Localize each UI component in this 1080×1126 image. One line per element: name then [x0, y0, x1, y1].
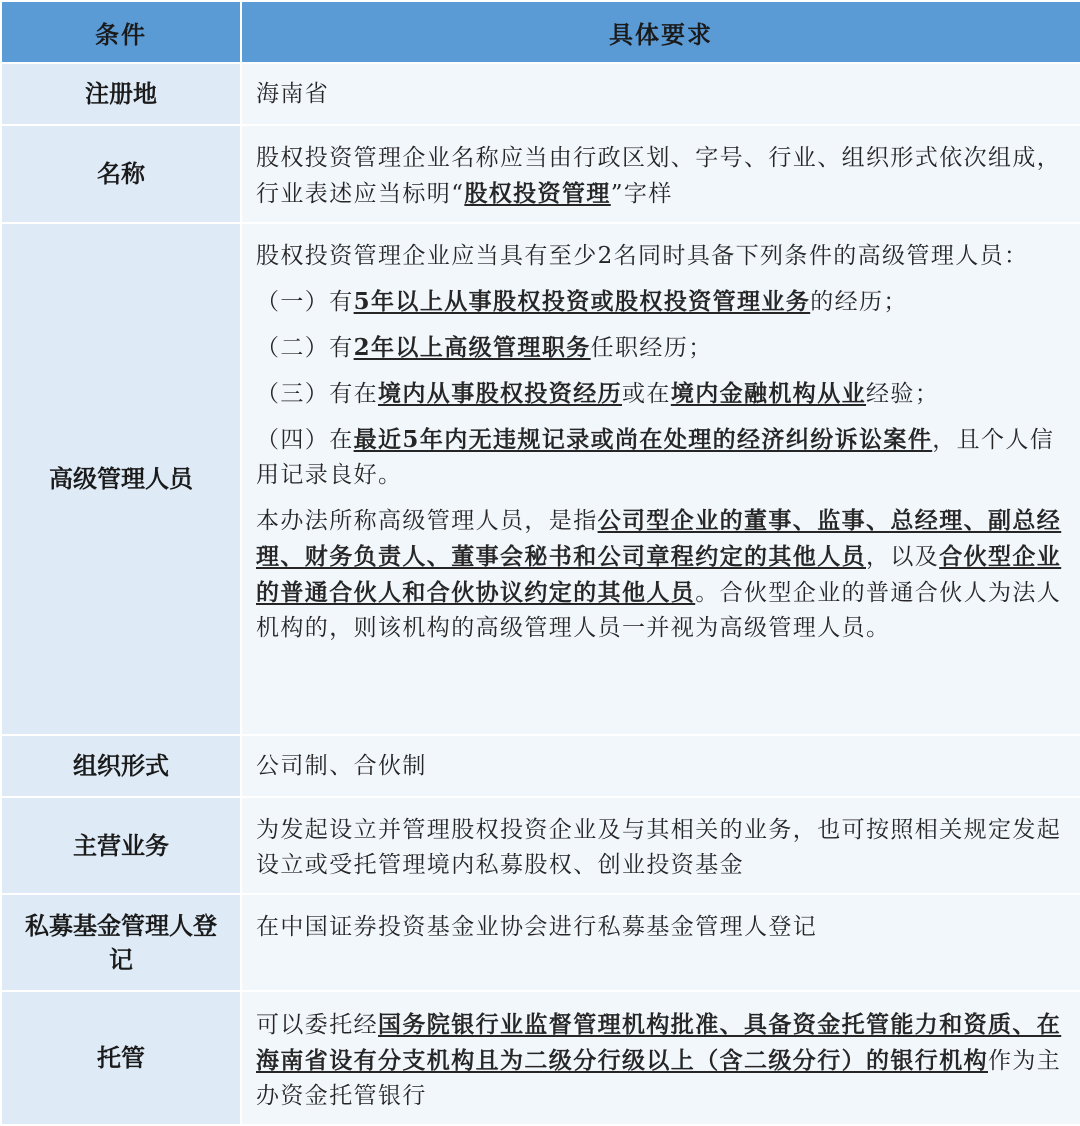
value-main-business: 为发起设立并管理股权投资企业及与其相关的业务，也可按照相关规定发起设立或受托管理境内私募股权、创业投资基金	[241, 797, 1080, 894]
name-bold: 股权投资管理	[464, 180, 611, 207]
label-executives: 高级管理人员	[1, 223, 241, 735]
exec-condition-1: （一）有5年以上从事股权投资或股权投资管理业务的经历；	[256, 288, 908, 315]
exec-condition-3: （三）有在境内从事股权投资经历或在境内金融机构从业经验；	[256, 380, 940, 407]
label-main-business: 主营业务	[1, 797, 241, 894]
value-registration: 海南省	[241, 63, 1080, 125]
label-registration: 注册地	[1, 63, 241, 125]
value-pfm-registration: 在中国证券投资基金业协会进行私募基金管理人登记	[241, 894, 1080, 991]
exec-intro: 股权投资管理企业应当具有至少2名同时具备下列条件的高级管理人员：	[256, 243, 1029, 269]
row-registration	[1, 63, 1080, 125]
exec-condition-4: （四）在最近5年内无违规记录或尚在处理的经济纠纷诉讼案件，且个人信用记录良好。	[256, 426, 1055, 488]
label-custody: 托管	[1, 991, 241, 1125]
header-row	[1, 1, 1080, 63]
row-pfm-registration	[1, 894, 1080, 991]
name-text-1: 股权投资管理企业名称应当由行政区划、字号、行业、组织形式依次组成，行业表述应当标明“	[256, 145, 1062, 207]
header-requirement: 具体要求	[241, 1, 1080, 63]
header-condition: 条件	[1, 1, 241, 63]
value-executives	[241, 223, 1080, 735]
label-org-form: 组织形式	[1, 735, 241, 797]
value-custody: 可以委托经国务院银行业监督管理机构批准、具备资金托管能力和资质、在海南省设有分支机构且为二级分行级以上（含二级分行）的银行机构作为主办资金托管银行	[241, 991, 1080, 1125]
name-text-2: ”字样	[610, 181, 673, 207]
value-org-form: 公司制、合伙制	[241, 735, 1080, 797]
row-custody	[1, 991, 1080, 1125]
row-org-form	[1, 735, 1080, 797]
row-name	[1, 125, 1080, 223]
row-executives	[1, 223, 1080, 735]
value-name	[241, 125, 1080, 223]
exec-definition: 本办法所称高级管理人员，是指公司型企业的董事、监事、总经理、副总经理、财务负责人、董事会秘书和公司章程约定的其他人员，以及合伙型企业的普通合伙人和合伙协议约定的其他人员。合伙型企业的普通合伙人为法人机构的，则该机构的高级管理人员一并视为高级管理人员。	[256, 507, 1062, 641]
label-pfm-registration: 私募基金管理人登记	[1, 894, 241, 991]
row-main-business	[1, 797, 1080, 894]
label-name: 名称	[1, 125, 241, 223]
exec-condition-2: （二）有2年以上高级管理职务任职经历；	[256, 334, 713, 361]
